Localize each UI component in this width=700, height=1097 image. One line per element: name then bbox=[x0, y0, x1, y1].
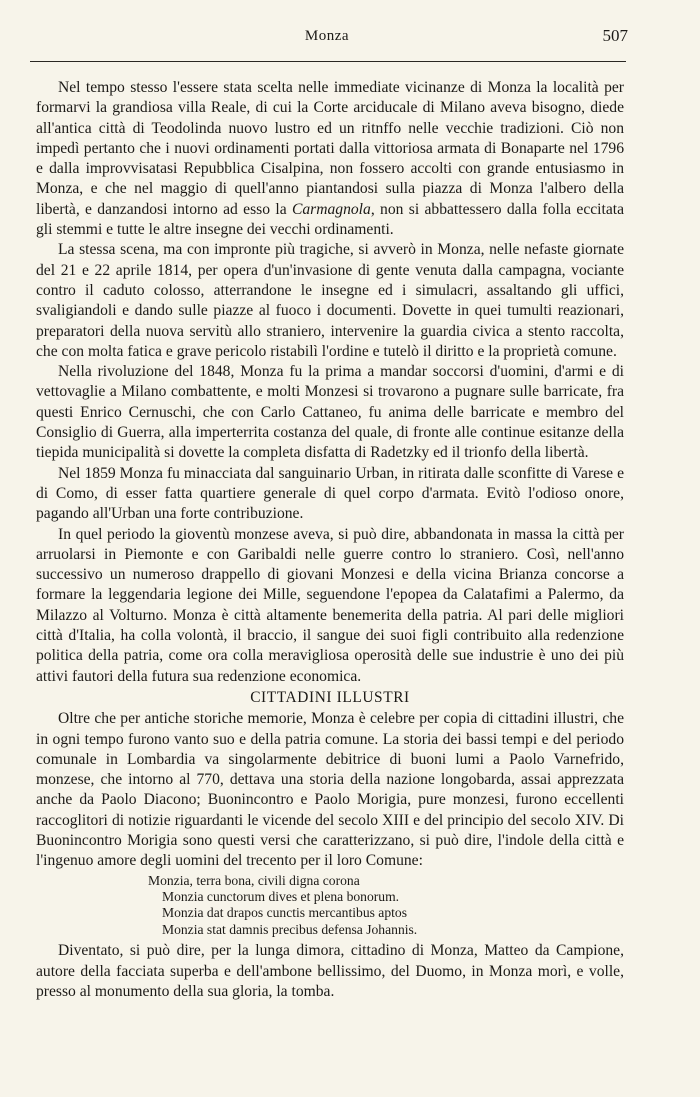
latin-verse bbox=[148, 873, 624, 939]
section-heading: CITTADINI ILLUSTRI bbox=[250, 688, 410, 706]
header-rule bbox=[30, 61, 626, 62]
page-header bbox=[26, 28, 628, 50]
paragraph-text: , non si abbattessero dalla folla eccitata gli stemmi e tutte le altre insegne dei vecchi ordinamenti. bbox=[36, 200, 624, 239]
paragraph-matteo-da-campione: Diventato, si può dire, per la lunga dimora, cittadino di Monza, Matteo da Campione, autore della facciata superba e dell'ambone bellissimo, del Duomo, in Monza morì, e volle, presso al monumento della sua gloria, la tomba. bbox=[36, 942, 624, 1000]
paragraph-1848: Nella rivoluzione del 1848, Monza fu la prima a mandar soccorsi d'uomini, d'armi e di vettovaglie a Milano combattente, e molti Monzesi si trovarono a pugnare sulle barricate, fra questi Enrico Cernuschi, che con Carlo Cattaneo, fu anima delle barricate e membro del Consiglio di Guerra, alla imperterrita costanza del quale, di fronte alle continue esitanze della tiepida municipalità si dovette la completa disfatta di Radetzky ed il trionfo della libertà. bbox=[36, 363, 624, 462]
paragraph-1859: Nel 1859 Monza fu minacciata dal sanguinario Urban, in ritirata dalle sconfitte di Varese e di Como, di esser fatta quartiere generale di quel corpo d'armata. Evitò l'odioso onore, pagando all'Urban una forte contribuzione. bbox=[36, 464, 624, 523]
verse-line: Monzia dat drapos cunctis mercantibus aptos bbox=[162, 905, 407, 921]
verse-line: Monzia stat damnis precibus defensa Johannis. bbox=[162, 921, 418, 937]
running-title: Monza bbox=[304, 28, 350, 44]
paragraph-text: Nel tempo stesso l'essere stata scelta nelle immediate vicinanze di Monza la località per formarvi la grandiosa villa Reale, di cui la Corte arciducale di Milano aveva bisogno, diede all'antica città di Teodolinda nuovo lustro ed un ritnffo nelle vecchie tradizioni. Ciò non impedì pertanto che i nuovi ordinamenti portati dalla vittoriosa armata di Bonaparte nel 1796 e dalla improvvisatasi Repubblica Cisalpina, non fossero accolti con grande entusiasmo in Monza, e che nel maggio di quell'anno piantandosi sulla piazza di Monza l'albero della libertà, e danzandosi intorno ad esso la bbox=[36, 79, 624, 218]
body-text bbox=[36, 78, 624, 1002]
verse-line: Monzia, terra bona, civili digna corona bbox=[148, 872, 360, 888]
paragraph-1814: La stessa scena, ma con impronte più tragiche, si avverò in Monza, nelle nefaste giornate del 21 e 22 aprile 1814, per opera d'un'invasione di gente venuta dalla campagna, vociante contro il caduto colosso, atterrandone le insegne ed i simulacri, assaltando gli uffici, svaligiandoli e dando sulle piazze al fuoco i documenti. Dovette in quei tumulti reazionari, preparatori della nuova servitù allo straniero, intervenire la guardia civica a stento raccolta, che con molta fatica e grave pericolo ristabilì l'ordine e tutelò il diritto e la proprietà comune. bbox=[36, 241, 624, 360]
paragraph-cittadini-illustri: Oltre che per antiche storiche memorie, Monza è celebre per copia di cittadini illustri, che in ogni tempo furono vanto suo e della patria comune. La storia dei bassi tempi e del periodo comunale in Lombardia va singolarmente debitrice di buoni lumi a Paolo Varnefrido, monzese, che intorno al 770, dettava una storia della nazione longobarda, assai apprezzata anche da Paolo Diacono; Buonincontro e Paolo Morigia, pure monzesi, furono eccellenti raccoglitori di notizie riguardanti le vicende del secolo XIII e del principio del secolo XIV. Di Buonincontro Morigia sono questi versi che caratterizzano, si può dire, l'indole della città e l'ingenuo amore degli uomini del trecento per il loro Comune: bbox=[36, 710, 624, 870]
page-number: 507 bbox=[602, 26, 628, 45]
paragraph-villa-reale bbox=[36, 78, 624, 240]
italic-term-carmagnola: Carmagnola bbox=[291, 200, 371, 218]
paragraph-garibaldi: In quel periodo la gioventù monzese aveva, si può dire, abbandonata in massa la città per arruolarsi in Piemonte e con Garibaldi nelle guerre contro lo straniero. Così, nell'anno successivo un numeroso drappello di giovani Monzesi e della vicina Brianza concorse a formare la leggendaria legione dei Mille, seguendone l'epopea da Calatafimi a Palermo, da Milazzo al Volturno. Monza è città altamente benemerita della patria. Al pari delle migliori città d'Italia, ha colla volontà, il braccio, il sangue dei suoi figli contribuito alla redenzione politica della patria, come ora colla meravigliosa operosità delle sue industrie è uno dei più attivi fautori della futura sua redenzione economica. bbox=[36, 525, 624, 685]
verse-line: Monzia cunctorum dives et plena bonorum. bbox=[162, 888, 400, 904]
